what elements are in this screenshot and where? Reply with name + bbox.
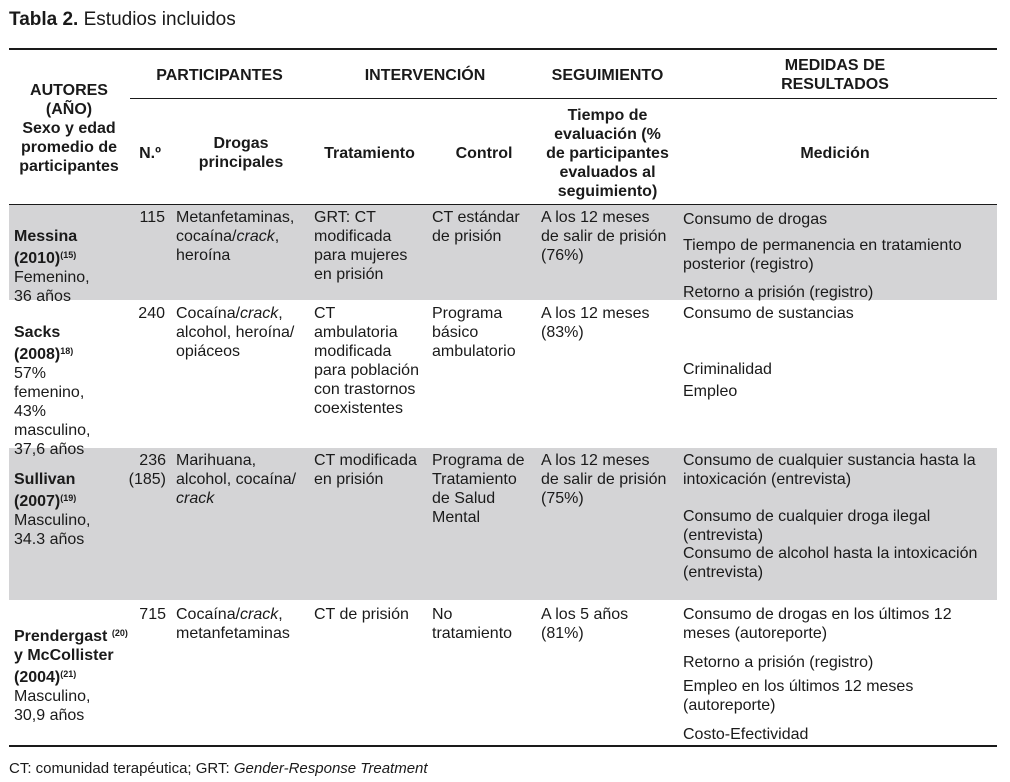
table-caption: Tabla 2. Estudios incluidos [9,9,236,30]
medicion-item: Consumo de cualquier sustancia hasta la intoxicación (entrevista) [683,452,976,488]
medicion-item: Costo-Efectividad [683,726,809,743]
author-cell: Sullivan $(2007)^{(19)}$ Masculino, 34.3 años [14,471,91,548]
header-autores: AUTORES (AÑO) Sexo y edad promedio de participantes [19,82,119,175]
subheader-rule [130,98,997,99]
control-cell: CT estándar de prisión [432,209,520,245]
header-tiempo: Tiempo de evaluación (% de participantes evaluados al seguimiento) [546,107,669,200]
header-intervencion: INTERVENCIÓN [364,67,486,84]
medicion-cell [683,210,995,300]
tratamiento-cell: CT de prisión [314,606,409,623]
medicion-cell [683,304,995,444]
n-cell: 240 [138,305,165,322]
medicion-item: Consumo de drogas en los últimos 12 meses (autoreporte) [683,606,952,642]
seguimiento-cell: A los 12 meses de salir de prisión (76%) [541,209,667,264]
tratamiento-cell: CT modificada en prisión [314,452,417,488]
header-n: N.º [139,145,161,162]
header-seguimiento: SEGUIMIENTO [551,67,664,84]
seguimiento-cell: A los 12 meses de salir de prisión (75%) [541,452,667,507]
drogas-cell: Cocaína/crack, alcohol, heroína/ opiáceos [176,305,295,360]
header-participantes: PARTICIPANTES [156,67,283,84]
seguimiento-cell: A los 12 meses (83%) [541,305,650,341]
header-tratamiento: Tratamiento [324,145,415,162]
author-cell: Messina $(2010)^{(15)}$ Femenino, 36 años [14,228,90,305]
header-medicion: Medición [800,145,870,162]
drogas-cell: Marihuana, alcohol, cocaína/ crack [176,452,297,507]
n-cell: 236 (185) [128,452,166,488]
drogas-cell: Metanfetaminas, cocaína/crack, heroína [176,209,295,264]
medicion-item: Consumo de cualquier droga ilegal (entrevista) [683,508,931,544]
table-footnote: CT: comunidad terapéutica; GRT: Gender-Response Treatment [9,760,428,777]
control-cell: No tratamiento [432,606,513,642]
medicion-item: Consumo de drogas [683,211,828,228]
medicion-cell [683,451,998,596]
medicion-item: Retorno a prisión (registro) [683,284,874,301]
header-control: Control [455,145,513,162]
medicion-item: Consumo de sustancias [683,305,854,322]
n-cell: 715 [139,606,166,623]
medicion-item: Consumo de alcohol hasta la intoxicación (entrevista) [683,545,978,581]
bottom-rule [9,745,997,747]
header-medidas: MEDIDAS DE RESULTADOS [781,57,889,93]
drogas-cell: Cocaína/crack, metanfetaminas [176,606,290,642]
tratamiento-cell: GRT: CT modificada para mujeres en prisión [314,209,408,283]
medicion-item: Empleo [683,383,738,400]
medicion-item: Criminalidad [683,361,772,378]
medicion-cell [683,605,995,745]
n-cell: 115 [139,209,165,226]
author-cell: Prendergast $^{(20)}$ y McCollister $(2004)^{(21)}$ Masculino, 30,9 años [14,628,128,724]
control-cell: Programa de Tratamiento de Salud Mental [432,452,525,526]
medicion-item: Retorno a prisión (registro) [683,654,874,671]
medicion-item: Empleo en los últimos 12 meses (autoreporte) [683,678,914,714]
tratamiento-cell: CT ambulatoria modificada para población con trastornos coexistentes [314,305,419,417]
header-drogas: Drogas principales [198,135,284,171]
top-rule [9,48,997,50]
seguimiento-cell: A los 5 años (81%) [541,606,629,642]
author-cell: Sacks $(2008)^{18)}$ 57% femenino, 43% masculino, 37,6 años [14,324,91,458]
medicion-item: Tiempo de permanencia en tratamiento posterior (registro) [683,237,962,273]
control-cell: Programa básico ambulatorio [432,305,516,360]
